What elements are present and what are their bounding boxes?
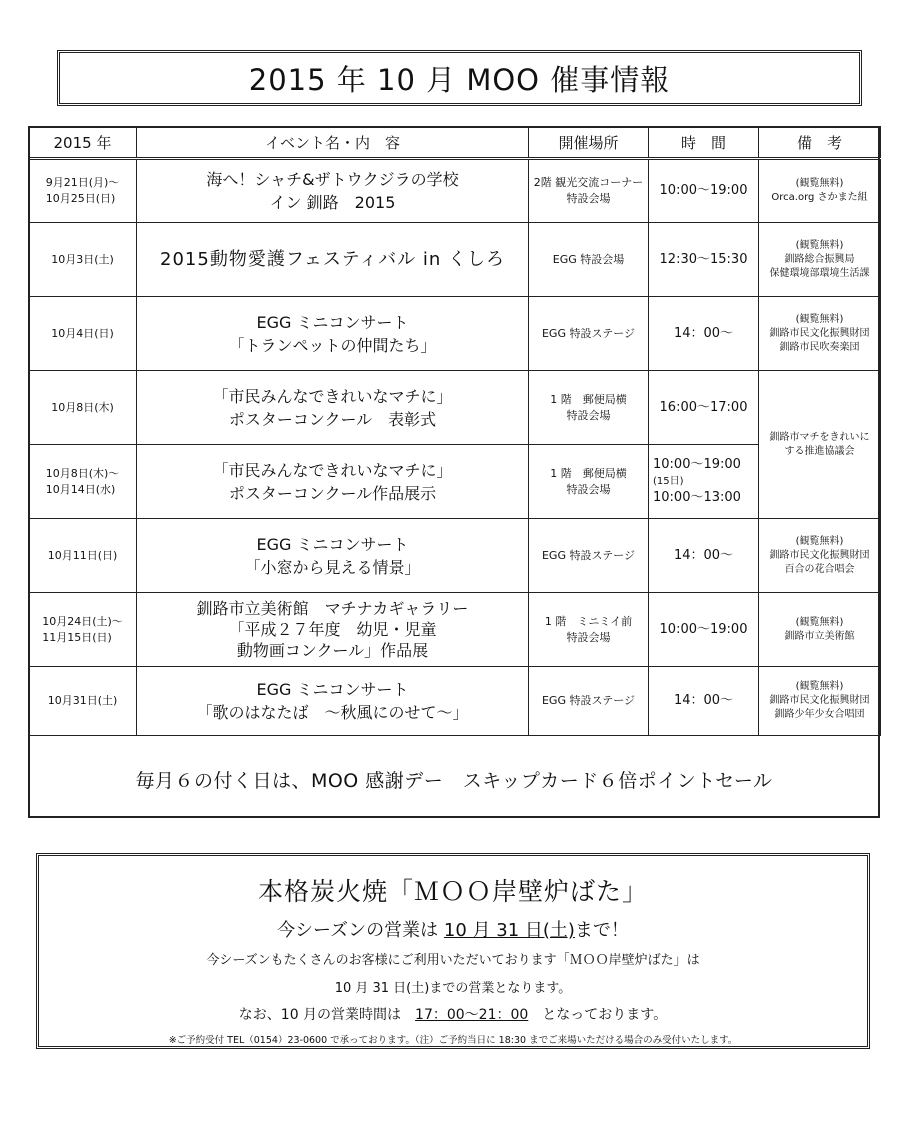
event-note: (観覧無料) 釧路市民文化振興財団 百合の花合唱会 — [759, 519, 881, 593]
reservation-note: ※ご予約受付 TEL（0154）23-0600 で承っております。（注）ご予約当日に 18:30 までご来場いただける場合のみ受付いたします。 — [168, 1035, 738, 1046]
event-date: 10月24日(土)～ 11月15日(日) — [29, 593, 137, 667]
table-row — [29, 297, 881, 371]
event-note: 釧路市マチをきれいに する推進協議会 — [759, 371, 881, 519]
event-date: 10月8日(木)～ 10月14日(水) — [29, 445, 137, 519]
table-header-row — [29, 127, 881, 159]
table-row — [29, 371, 881, 445]
table-row — [29, 593, 881, 667]
event-date: 10月3日(土) — [29, 223, 137, 297]
sale-text: 毎月６の付く日は、MOO 感謝デー スキップカード６倍ポイントセール — [135, 770, 773, 792]
event-time: 14：00～ — [649, 297, 759, 371]
event-time: 14：00～ — [649, 667, 759, 736]
robata-hours: 17：00～21：00 — [415, 1007, 529, 1023]
event-place: EGG 特設ステージ — [529, 297, 649, 371]
event-place: 1 階 ミニミイ前 特設会場 — [529, 593, 649, 667]
event-place: 1 階 郵便局横 特設会場 — [529, 371, 649, 445]
header-year: 2015 年 — [29, 127, 137, 159]
event-place: EGG 特設ステージ — [529, 519, 649, 593]
event-name: 「市民みんなできれいなマチに」 ポスターコンクール 表彰式 — [137, 371, 529, 445]
event-time: 14：00～ — [649, 519, 759, 593]
header-time: 時 間 — [649, 127, 759, 159]
event-time: 12:30～15:30 — [649, 223, 759, 297]
robata-title: 本格炭火焼「ＭＯＯ岸壁炉ばた」 — [257, 877, 648, 906]
table-row — [29, 223, 881, 297]
events-table — [28, 126, 881, 736]
table-row — [29, 159, 881, 223]
event-note: (観覧無料) 釧路総合振興局 保健環境部環境生活課 — [759, 223, 881, 297]
event-date: 10月4日(日) — [29, 297, 137, 371]
event-date: 9月21日(月)～ 10月25日(日) — [29, 159, 137, 223]
event-name: 「市民みんなできれいなマチに」 ポスターコンクール作品展示 — [137, 445, 529, 519]
event-time: 10:00～19:00 (15日) 10:00～13:00 — [649, 445, 759, 519]
event-note: (観覧無料) 釧路市民文化振興財団 釧路市民吹奏楽団 — [759, 297, 881, 371]
event-place: 1 階 郵便局横 特設会場 — [529, 445, 649, 519]
robata-thanks-line: 今シーズンもたくさんのお客様にご利用いただいております「ＭＯＯ岸壁炉ばた」は — [206, 953, 700, 968]
event-name: EGG ミニコンサート 「小窓から見える情景」 — [137, 519, 529, 593]
page-title-text: 2015 年 10 月 MOO 催事情報 — [248, 62, 671, 97]
season-end-date: 10 月 31 日(土) — [443, 920, 575, 941]
table-row — [29, 667, 881, 736]
header-place: 開催場所 — [529, 127, 649, 159]
event-date: 10月8日(木) — [29, 371, 137, 445]
event-name: EGG ミニコンサート 「歌のはなたば ～秋風にのせて～」 — [137, 667, 529, 736]
event-name: 2015動物愛護フェスティバル in くしろ — [137, 223, 529, 297]
robata-season-line: 今シーズンの営業は 10 月 31 日(土)まで！ — [277, 920, 629, 941]
page-title — [57, 50, 862, 106]
event-note: (観覧無料) Orca.org さかまた組 — [759, 159, 881, 223]
event-place: 2階 観光交流コーナー 特設会場 — [529, 159, 649, 223]
event-time: 16:00～17:00 — [649, 371, 759, 445]
robata-end-line: 10 月 31 日(土)までの営業となります。 — [334, 981, 572, 996]
event-note: (観覧無料) 釧路市民文化振興財団 釧路少年少女合唱団 — [759, 667, 881, 736]
event-name: 釧路市立美術館 マチナカギャラリー 「平成２７年度 幼児・児童 動物画コンクール」作品展 — [137, 593, 529, 667]
table-row — [29, 519, 881, 593]
sale-banner — [28, 741, 880, 818]
event-place: EGG 特設ステージ — [529, 667, 649, 736]
header-note: 備 考 — [759, 127, 881, 159]
event-date: 10月31日(土) — [29, 667, 137, 736]
robata-box — [36, 853, 870, 1049]
event-name: 海へ！シャチ&ザトウクジラの学校 イン 釧路 2015 — [137, 159, 529, 223]
event-place: EGG 特設会場 — [529, 223, 649, 297]
event-date: 10月11日(日) — [29, 519, 137, 593]
table-row — [29, 445, 881, 519]
event-note: (観覧無料) 釧路市立美術館 — [759, 593, 881, 667]
event-name: EGG ミニコンサート 「トランペットの仲間たち」 — [137, 297, 529, 371]
event-time: 10:00～19:00 — [649, 159, 759, 223]
robata-hours-line: なお、10 月の営業時間は 17：00～21：00 となっております。 — [238, 1007, 668, 1023]
event-time: 10:00～19:00 — [649, 593, 759, 667]
header-event: イベント名・内 容 — [137, 127, 529, 159]
